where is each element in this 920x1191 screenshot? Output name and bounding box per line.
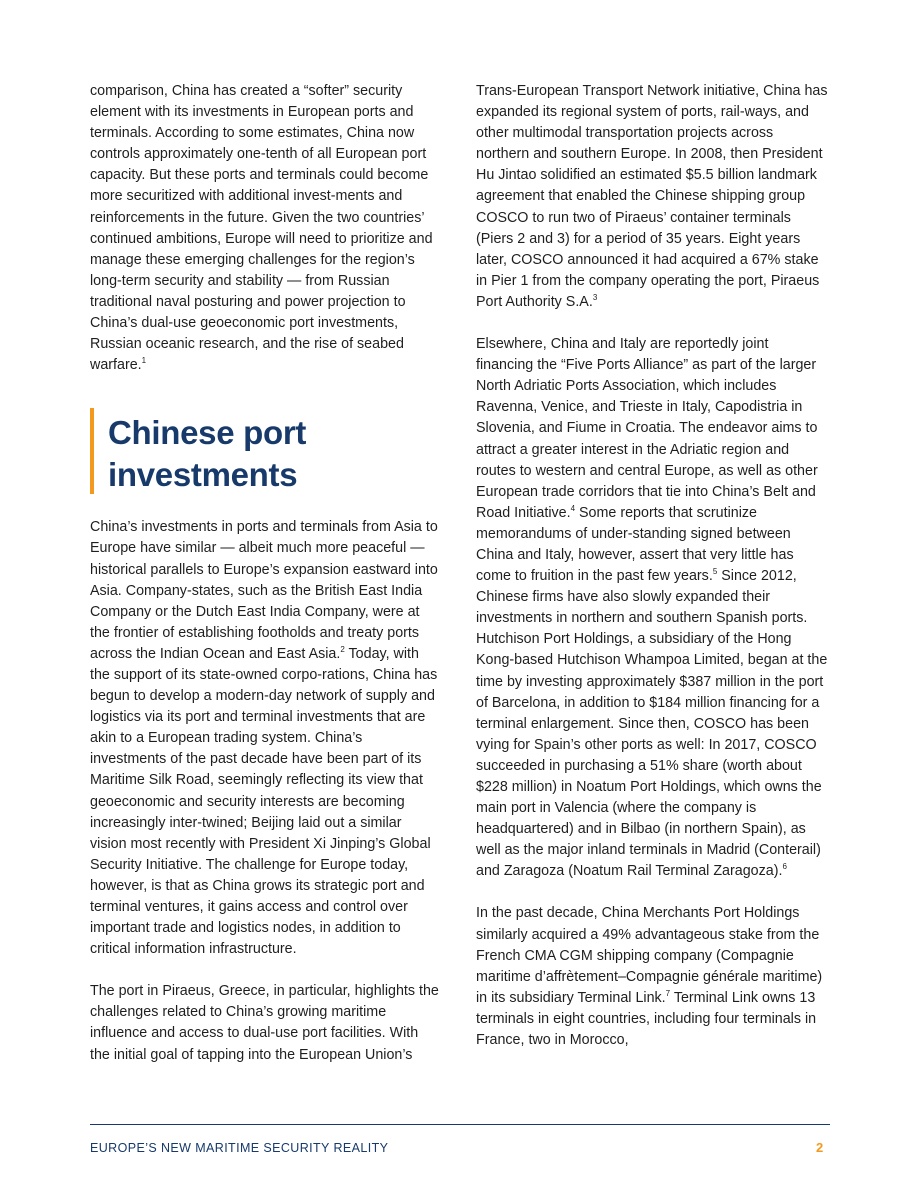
paragraph: The port in Piraeus, Greece, in particular, highlights the challenges related to China’s growing maritime influence and access to dual-use port facilities. With the initial goal of tapping into the European Union’s xyxy=(90,983,439,1063)
footnote-ref[interactable]: 7 xyxy=(665,988,671,998)
footnote-ref[interactable]: 3 xyxy=(592,292,598,302)
footer-title: EUROPE’S NEW MARITIME SECURITY REALITY xyxy=(90,1141,389,1155)
footnote-ref[interactable]: 5 xyxy=(712,567,718,577)
footnote-ref[interactable]: 2 xyxy=(340,644,345,654)
footnote-ref[interactable]: 4 xyxy=(570,503,576,513)
paragraph: In the past decade, China Merchants Port Holdings similarly acquired a 49% advantageous stake from the French CMA CGM shipping company (Compagnie maritime d’affrètement–Compagnie générale maritime) in its subsidiary Terminal Link.$^7$ Terminal Link owns 13 terminals in eight countries, including four terminals in France, two in Morocco, xyxy=(476,905,823,1049)
paragraph: Trans-European Transport Network initiative, China has expanded its regional system of ports, rail-ways, and other multimodal transportation projects across northern and southern Europe. In 2008, then President Hu Jintao solidified an estimated $5.5 billion landmark agreement that enabled the Chinese shipping group COSCO to run two of Piraeus’ container terminals (Piers 2 and 3) for a period of 35 years. Eight years later, COSCO announced it had acquired a 67% stake in Pier 1 from the company operating the port, Piraeus Port Authority S.A.$^3$ xyxy=(476,83,828,310)
section-title: Chinese port investments xyxy=(108,414,307,494)
page-number: 2 xyxy=(816,1140,824,1155)
paragraph: Elsewhere, China and Italy are reportedly joint financing the “Five Ports Alliance” as part of the larger North Adriatic Ports Association, which includes Ravenna, Venice, and Trieste in Italy, Capodistria in Slovenia, and Fiume in Croatia. The endeavor aims to attract a greater interest in the Adriatic region and routes to western and central Europe, as well as other European trade corridors that tie into China’s Belt and Road Initiative.$^4$ Some reports that scrutinize memorandums of under-standing signed between China and Italy, however, assert that very little has come to fruition in the past few years.$^5$ Since 2012, Chinese firms have also slowly expanded their investments in northern and southern Spanish ports. Hutchison Port Holdings, a subsidiary of the Hong Kong-based Hutchison Whampoa Limited, began at the time by investing approximately $387 million in the port of Barcelona, in addition to $184 million financing for a terminal enlargement. Since then, COSCO has been vying for Spain’s other ports as well: In 2017, COSCO succeeded in purchasing a 51% share (worth about $228 million) in Noatum Port Holdings, which owns the main port in Valencia (where the company is headquartered) and in Bilbao (in northern Spain), as well as the major inland terminals in Madrid (Conterail) and Zaragoza (Noatum Rail Terminal Zaragoza).$^6$ xyxy=(476,336,828,880)
paragraph: China’s investments in ports and terminals from Asia to Europe have similar — albeit much more peaceful — historical parallels to Europe’s expansion eastward into Asia. Company-states, such as the British East India Company or the Dutch East India Company, were at the frontier of establishing footholds and treaty ports across the Indian Ocean and East Asia.$^2$ Today, with the support of its state-owned corpo-rations, China has begun to develop a modern-day network of supply and logistics via its port and terminal investments that are akin to a European trading system. China’s investments of the past decade have been part of its Maritime Silk Road, seemingly reflecting its view that geoeconomic and security interests are becoming increasingly inter-twined; Beijing laid out a similar vision most recently with President Xi Jinping’s Global Security Initiative. The challenge for Europe today, however, is that as China grows its strategic port and terminal ventures, it gains access and control over important trade and logistics nodes, in addition to critical information infrastructure. xyxy=(90,519,438,958)
footnote-ref[interactable]: 1 xyxy=(141,356,147,366)
right-column xyxy=(476,81,828,1051)
footnote-ref[interactable]: 6 xyxy=(782,862,787,872)
paragraph: comparison, China has created a “softer” security element with its investments in European ports and terminals. According to some estimates, China now controls approximately one-tenth of all European port capacity. But these ports and terminals could become more securitized with additional invest-ments and reinforcements in the future. Given the two countries’ continued ambitions, Europe will need to prioritize and manage these emerging challenges for the region’s long-term security and stability — from Russian traditional naval posturing and power projection to China’s dual-use geoeconomic port investments, Russian oceanic research, and the rise of seabed warfare.$^1$ xyxy=(90,83,433,374)
section-heading xyxy=(90,408,442,496)
left-column xyxy=(90,81,442,1066)
heading-accent-bar xyxy=(90,408,94,494)
footer-divider xyxy=(90,1124,830,1125)
